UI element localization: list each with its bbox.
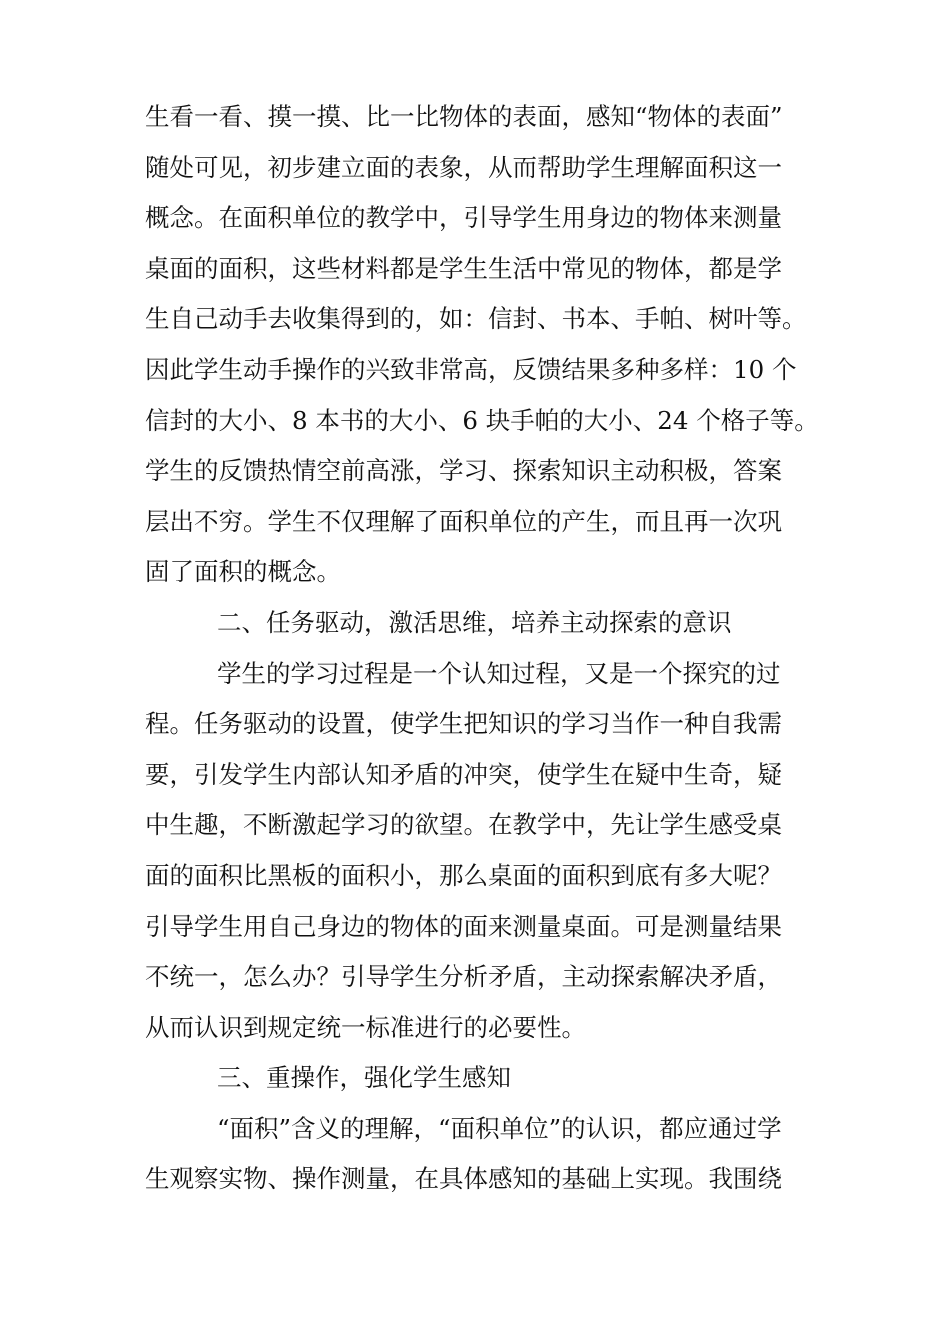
body-text — [145, 92, 845, 1205]
section-heading: 二、任务驱动，激活思维，培养主动探索的意识 — [217, 607, 732, 637]
paragraph-line: 固了面积的概念。 — [145, 557, 341, 587]
paragraph-line: 学生的反馈热情空前高涨，学习、探索知识主动积极，答案 — [145, 456, 782, 486]
paragraph-line: 信封的大小、8 本书的大小、6 块手帕的大小、24 个格子等。 — [145, 405, 819, 435]
paragraph-line: 要，引发学生内部认知矛盾的冲突，使学生在疑中生奇，疑 — [145, 759, 782, 789]
paragraph-line: 程。任务驱动的设置，使学生把知识的学习当作一种自我需 — [145, 709, 782, 739]
paragraph-line: 概念。在面积单位的教学中，引导学生用身边的物体来测量 — [145, 203, 782, 233]
paragraph-first-line: 学生的学习过程是一个认知过程，又是一个探究的过 — [217, 658, 781, 688]
paragraph-line: 随处可见，初步建立面的表象，从而帮助学生理解面积这一 — [145, 152, 782, 182]
paragraph-line: 因此学生动手操作的兴致非常高，反馈结果多种多样：10 个 — [145, 354, 797, 384]
paragraph-line: 生观察实物、操作测量，在具体感知的基础上实现。我围绕 — [145, 1164, 782, 1194]
paragraph-line: 不统一，怎么办？引导学生分析矛盾，主动探索解决矛盾， — [145, 962, 782, 992]
paragraph-line: 生自己动手去收集得到的，如：信封、书本、手帕、树叶等。 — [145, 304, 807, 334]
paragraph-first-line: “面积”含义的理解，“面积单位”的认识，都应通过学 — [217, 1113, 782, 1143]
section-heading: 三、重操作，强化学生感知 — [217, 1063, 511, 1093]
paragraph-line: 从而认识到规定统一标准进行的必要性。 — [145, 1012, 586, 1042]
paragraph-line: 桌面的面积，这些材料都是学生生活中常见的物体，都是学 — [145, 253, 782, 283]
paragraph-line: 中生趣，不断激起学习的欲望。在教学中，先让学生感受桌 — [145, 810, 782, 840]
paragraph-line: 生看一看、摸一摸、比一比物体的表面，感知“物体的表面” — [145, 102, 783, 131]
paragraph-line: 层出不穷。学生不仅理解了面积单位的产生，而且再一次巩 — [145, 506, 782, 536]
paragraph-line: 引导学生用自己身边的物体的面来测量桌面。可是测量结果 — [145, 911, 782, 941]
paragraph-line: 面的面积比黑板的面积小，那么桌面的面积到底有多大呢？ — [145, 860, 782, 890]
